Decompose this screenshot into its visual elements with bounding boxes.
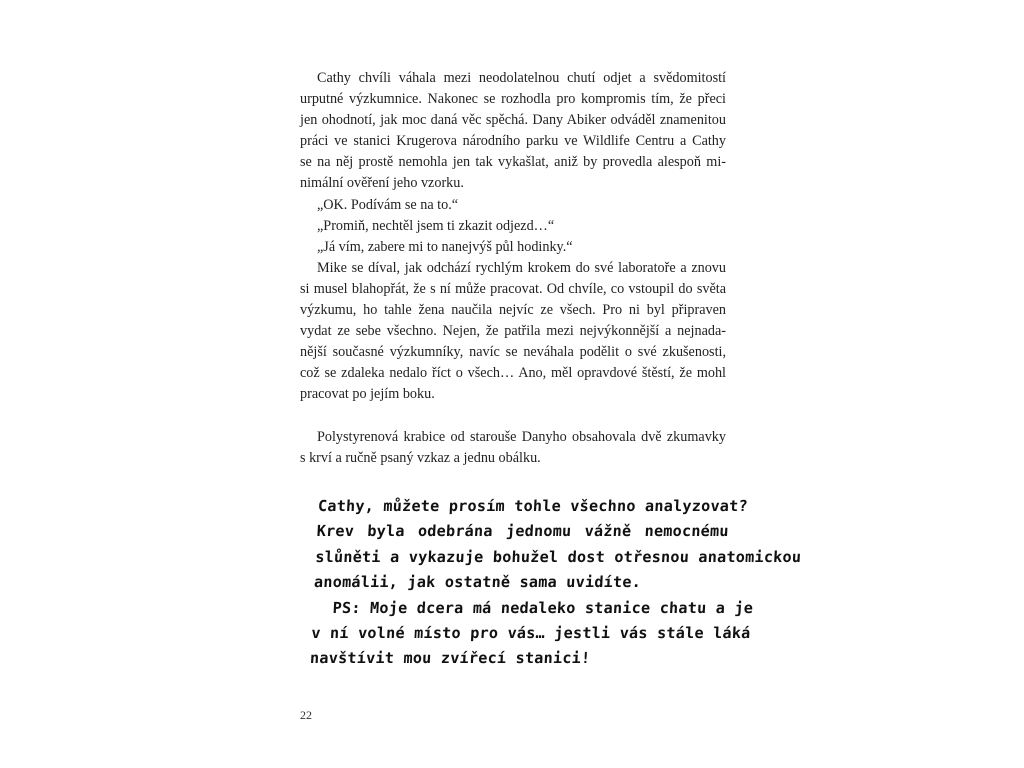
text-line: urputné výzkumnice. Nakonec se rozhodla pro kompromis tím, že přeci xyxy=(300,91,726,108)
text-line: se na něj prostě nemohla jen tak vykašlat, aniž by provedla alespoň mi- xyxy=(300,154,726,171)
text-line: Mike se díval, jak odchází rychlým krokem do své laboratoře a znovu xyxy=(317,259,726,276)
text-line: nimální ověření jeho vzorku. xyxy=(300,175,464,192)
handwritten-line: navštívit mou zvířecí stanici! xyxy=(309,649,591,668)
text-line: Cathy chvíli váhala mezi neodolatelnou chutí odjet a svědomitostí xyxy=(317,70,726,86)
text-line: nější současné výzkumníky, navíc se neváhala podělit o své zkušenosti, xyxy=(300,344,726,361)
dialogue-line: „OK. Podívám se na to.“ xyxy=(317,196,459,213)
paragraph-gap xyxy=(300,406,726,427)
handwritten-line: Cathy, můžete prosím tohle všechno analyzovat? xyxy=(317,497,749,515)
paragraph xyxy=(300,258,726,406)
text-line: vydat ze sebe všechno. Nejen, že patřila mezi nejvýkonnější a nejnada- xyxy=(300,323,726,340)
text-line: Polystyrenová krabice od starouše Danyho obsahovala dvě zkumavky xyxy=(317,428,726,445)
text-line: výzkumu, ho tahle žena naučila nejvíc ze všech. Pro ni byl připraven xyxy=(300,302,726,319)
handwritten-line: v ní volné místo pro vás… jestli vás stále láká xyxy=(310,623,752,642)
body-text xyxy=(300,68,726,469)
page-number: 22 xyxy=(300,708,312,722)
text-line: pracovat po jejím boku. xyxy=(300,386,435,403)
text-line: si musel blahopřát, že s ní může pracovat. Od chvíle, co vstoupil do světa xyxy=(300,280,726,297)
handwritten-note xyxy=(309,494,802,672)
text-line: což se zdaleka nedalo říct o všech… Ano, měl opravdové štěstí, že mohl xyxy=(300,365,726,382)
handwritten-line: Krev byla odebrána jednomu vážně nemocnému xyxy=(316,522,730,541)
handwritten-line: PS: Moje dcera má nedaleko stanice chatu a je xyxy=(332,598,754,617)
dialogue-line: „Promiň, nechtěl jsem ti zkazit odjezd…“ xyxy=(317,217,555,234)
handwritten-line: slůněti a vykazuje bohužel dost otřesnou anatomickou xyxy=(314,547,802,566)
text-line: s krví a ručně psaný vzkaz a jednu obálku. xyxy=(300,449,541,466)
paragraph xyxy=(300,427,726,469)
text-line: práci ve stanici Krugerova národního parku ve Wildlife Centru a Cathy xyxy=(300,133,726,150)
paragraph xyxy=(300,68,726,195)
dialogue-line: „Já vím, zabere mi to nanejvýš půl hodinky.“ xyxy=(317,238,573,255)
text-line: jen ohodnotí, jak moc daná věc spěchá. Dany Abiker odváděl znamenitou xyxy=(300,112,726,129)
handwritten-line: anomálii, jak ostatně sama uvidíte. xyxy=(313,573,642,592)
